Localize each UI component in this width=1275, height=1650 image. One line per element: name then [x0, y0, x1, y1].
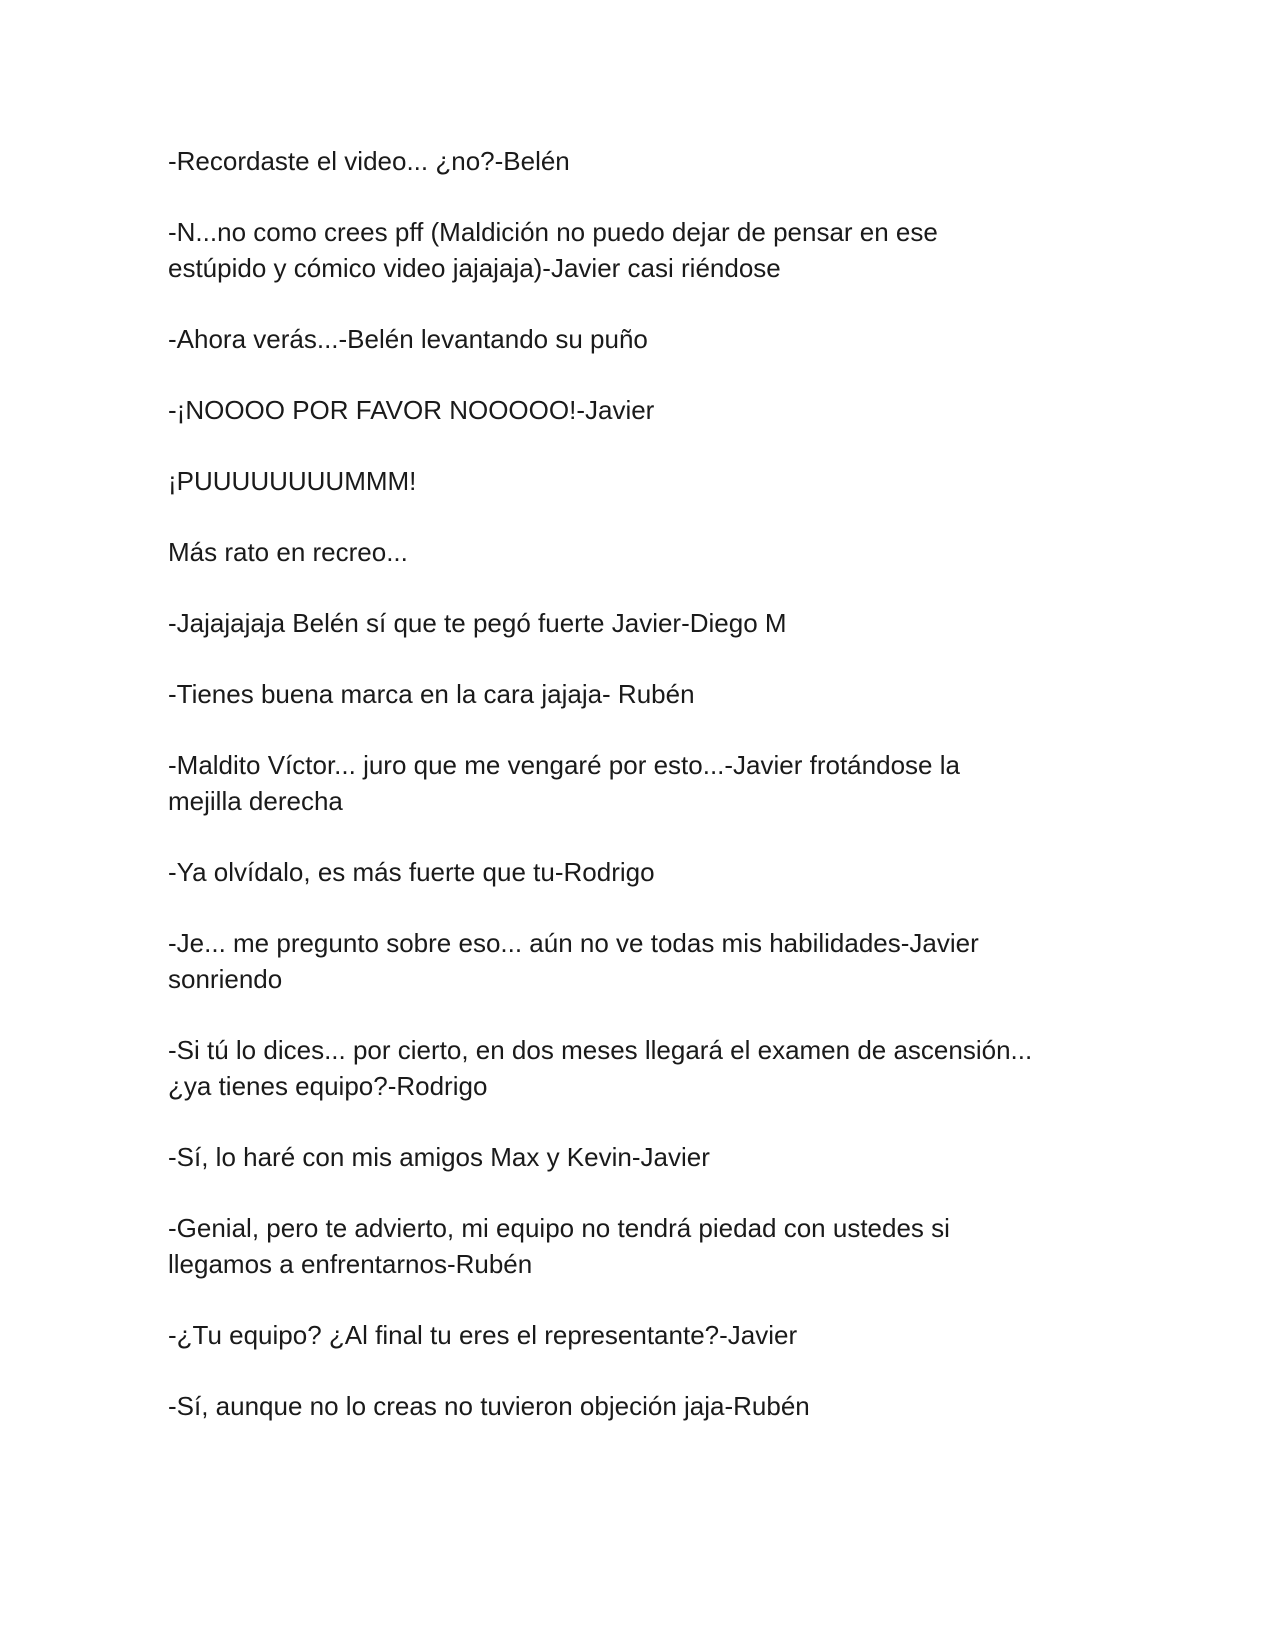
- document-body: [168, 143, 1038, 1459]
- paragraph: -Je... me pregunto sobre eso... aún no ve todas mis habilidades-Javier sonriendo: [168, 928, 979, 994]
- paragraph: -N...no como crees pff (Maldición no puedo dejar de pensar en ese estúpido y cómico video jajajaja)-Javier casi riéndose: [168, 217, 938, 283]
- paragraph: -Sí, lo haré con mis amigos Max y Kevin-Javier: [168, 1142, 710, 1172]
- paragraph: ¡PUUUUUUUUMMM!: [168, 466, 417, 496]
- paragraph: -Sí, aunque no lo creas no tuvieron objeción jaja-Rubén: [168, 1391, 810, 1421]
- paragraph: -¡NOOOO POR FAVOR NOOOOO!-Javier: [168, 395, 655, 425]
- paragraph: -Tienes buena marca en la cara jajaja- Rubén: [168, 679, 695, 709]
- paragraph: -Jajajajaja Belén sí que te pegó fuerte Javier-Diego M: [168, 608, 787, 638]
- paragraph: -Ya olvídalo, es más fuerte que tu-Rodrigo: [168, 857, 655, 887]
- paragraph: -Genial, pero te advierto, mi equipo no tendrá piedad con ustedes si llegamos a enfrentarnos-Rubén: [168, 1213, 950, 1279]
- paragraph: -¿Tu equipo? ¿Al final tu eres el representante?-Javier: [168, 1320, 798, 1350]
- paragraph: -Recordaste el video... ¿no?-Belén: [168, 146, 570, 176]
- paragraph: Más rato en recreo...: [168, 537, 408, 567]
- paragraph: -Si tú lo dices... por cierto, en dos meses llegará el examen de ascensión... ¿ya tienes equipo?-Rodrigo: [168, 1035, 1033, 1101]
- paragraph: -Ahora verás...-Belén levantando su puño: [168, 324, 648, 354]
- paragraph: -Maldito Víctor... juro que me vengaré por esto...-Javier frotándose la mejilla derecha: [168, 750, 960, 816]
